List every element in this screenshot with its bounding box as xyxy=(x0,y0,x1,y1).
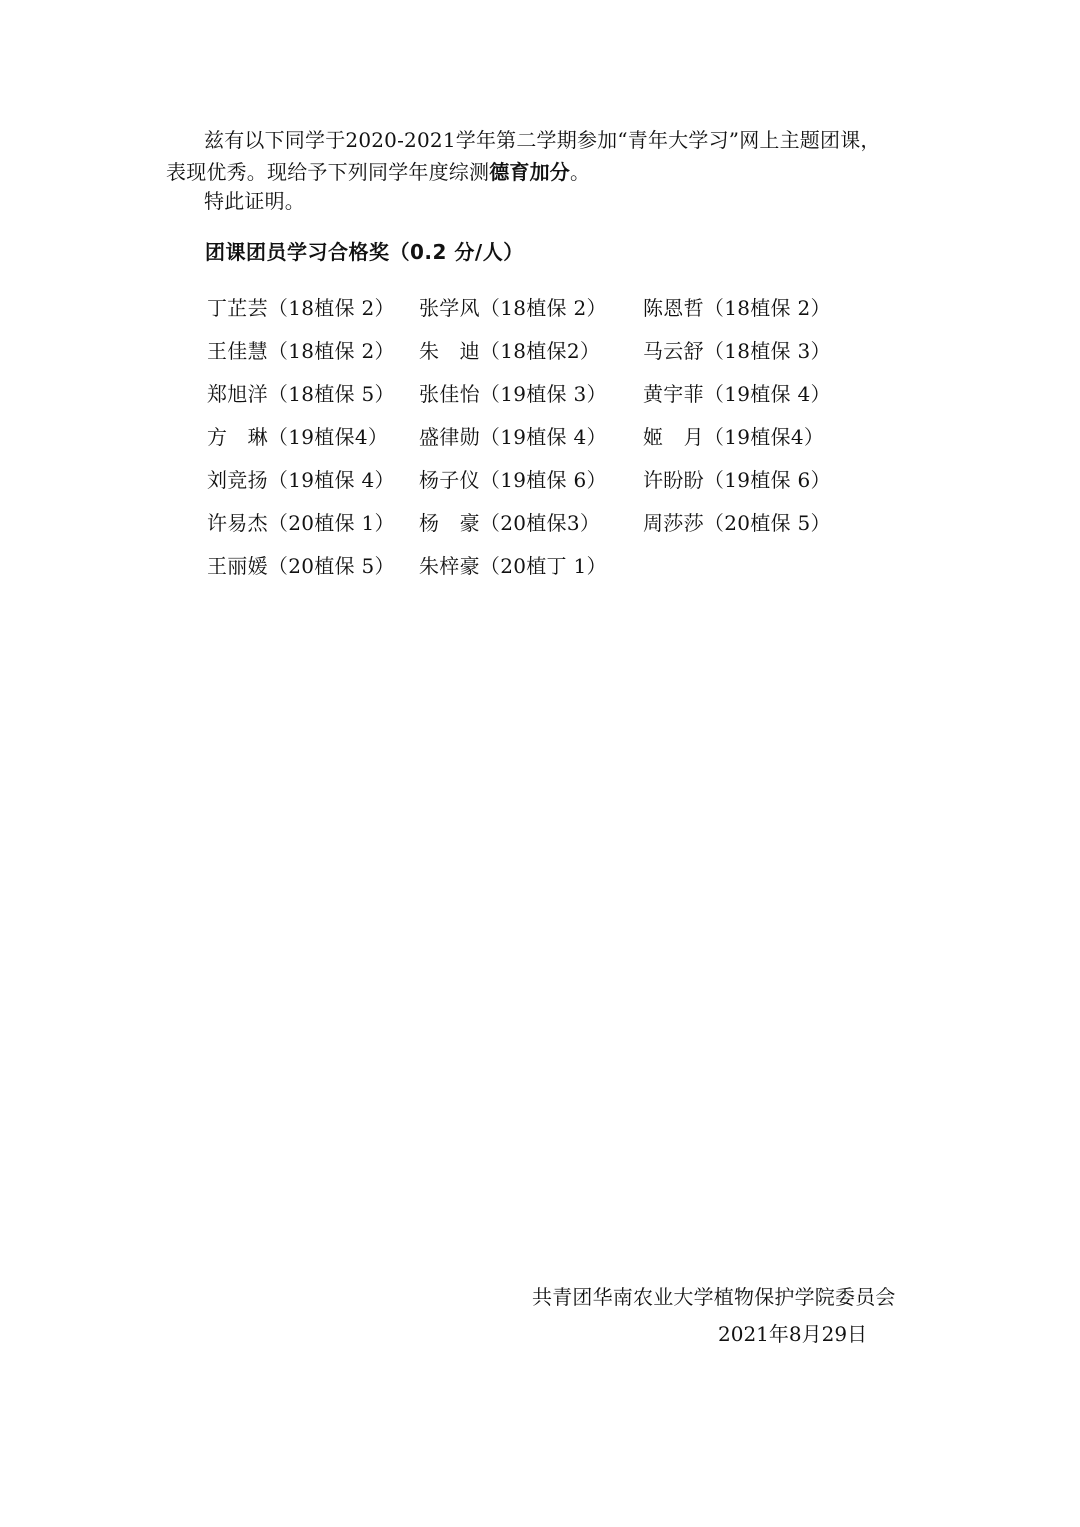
name-entry: 陈恩哲（18植保 2） xyxy=(643,296,831,320)
name-entry: 马云舒（18植保 3） xyxy=(643,339,831,363)
name-entry: 朱 迪（18植保2） xyxy=(419,339,601,363)
intro-end-text: 。 xyxy=(570,160,591,184)
name-entry: 方 琳（19植保4） xyxy=(207,425,389,449)
intro-bold-text: 德育加分 xyxy=(489,160,571,184)
name-entry: 王佳慧（18植保 2） xyxy=(207,339,395,363)
name-entry: 许盼盼（19植保 6） xyxy=(643,468,831,492)
name-entry: 姬 月（19植保4） xyxy=(643,425,825,449)
intro-text: 兹有以下同学于2020-2021学年第二学期参加“青年大学习”网上主题团课，表现优秀。现给予下列同学年度综测 xyxy=(166,128,881,184)
signature-date: 2021年8月29日 xyxy=(718,1322,868,1346)
intro-paragraph xyxy=(166,124,896,188)
name-entry: 杨 豪（20植保3） xyxy=(419,511,601,535)
name-entry: 盛律勋（19植保 4） xyxy=(419,425,607,449)
name-entry: 王丽媛（20植保 5） xyxy=(207,554,395,578)
name-entry: 丁芷芸（18植保 2） xyxy=(207,296,395,320)
signature-organization: 共青团华南农业大学植物保护学院委员会 xyxy=(532,1285,896,1309)
name-entry: 周莎莎（20植保 5） xyxy=(643,511,831,535)
name-entry: 朱梓豪（20植丁 1） xyxy=(419,554,607,578)
name-entry: 许易杰（20植保 1） xyxy=(207,511,395,535)
name-entry: 杨子仪（19植保 6） xyxy=(419,468,607,492)
name-entry: 张学风（18植保 2） xyxy=(419,296,607,320)
names-list xyxy=(207,292,887,593)
name-entry: 黄宇菲（19植保 4） xyxy=(643,382,831,406)
certification-text: 特此证明。 xyxy=(204,189,305,213)
name-entry: 郑旭洋（18植保 5） xyxy=(207,382,395,406)
award-title: 团课团员学习合格奖（0.2 分/人） xyxy=(205,240,524,264)
name-entry: 刘竞扬（19植保 4） xyxy=(207,468,395,492)
name-entry: 张佳怡（19植保 3） xyxy=(419,382,607,406)
certification-paragraph xyxy=(166,185,896,217)
